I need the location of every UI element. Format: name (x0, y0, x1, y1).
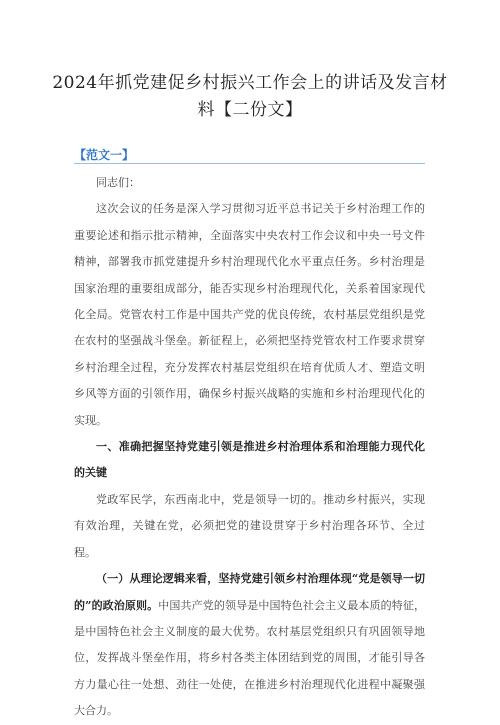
paragraph-1: 这次会议的任务是深入学习贯彻习近平总书记关于乡村治理工作的重要论述和指示批示精神，全面落实中央农村工作会议和中央一号文件精神，部署我市抓党建提升乡村治理现代化水平重点任务。乡村治理是国家治理的重要组成部分，能否实现乡村治理现代化，关系着国家现代化全局。党管农村工作是中国共产党的优良传统，农村基层党组织是党在农村的坚强战斗堡垒。新征程上，必须把坚持党管农村工作要求贯穿乡村治理全过程，充分发挥农村基层党组织在培育优质人才、塑造文明乡风等方面的引领作用，确保乡村振兴战略的实施和乡村治理现代化的实现。 (74, 202, 425, 427)
paragraph-3 (74, 566, 425, 724)
title-line-1: 2024年抓党建促乡村振兴工作会上的讲话及发言材 (52, 73, 448, 93)
paragraph-2: 党政军民学，东西南北中，党是领导一切的。推动乡村振兴，实现有效治理，关键在党，必须把党的建设贯穿于乡村治理各环节、全过程。 (74, 492, 425, 559)
salutation: 同志们： (96, 176, 140, 189)
title-line-2: 料【二份文】 (197, 100, 303, 120)
paragraph-3-lead: （一）从理论逻辑来看，坚持党建引领乡村治理体现“党是领导一切的”的政治原则。 (74, 572, 425, 612)
section-tag: 【范文一】 (74, 148, 135, 162)
section-divider (74, 163, 425, 164)
heading-1: 一、准确把握坚持党建引领是推进乡村治理体系和治理能力现代化的关键 (74, 440, 425, 480)
paragraph-3-text: 中国共产党的领导是中国特色社会主义最本质的特征，是中国特色社会主义制度的最大优势。农村基层党组织只有巩固领导地位，发挥战斗堡垒作用，将乡村各类主体团结到党的周围，才能引导各方力量心往一处想、劲往一处使，在推进乡村治理现代化进程中凝聚强大合力。 (74, 598, 426, 718)
document-body (74, 170, 425, 725)
document-title (40, 70, 460, 124)
